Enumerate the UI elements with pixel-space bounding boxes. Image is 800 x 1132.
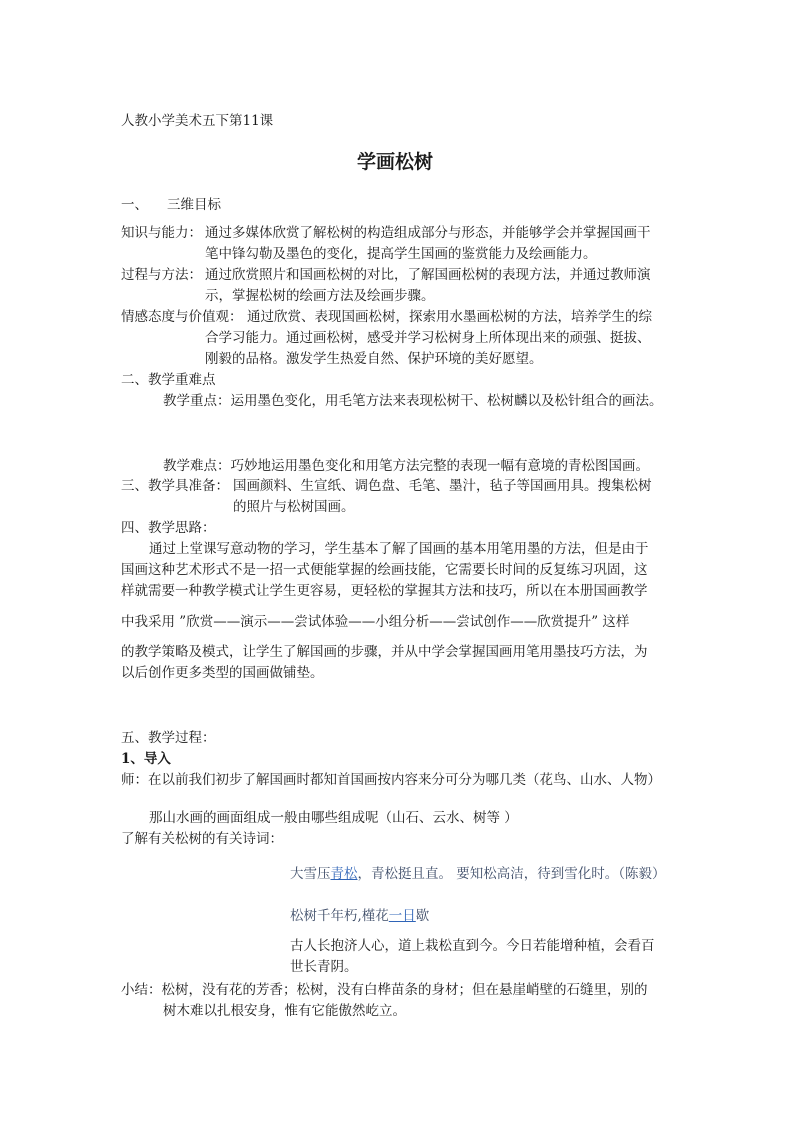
poem-line-1: 大雪压青松，青松挺且直。 要知松高洁，待到雪化时。（陈毅） bbox=[290, 866, 666, 882]
knowledge-skill-label: 知识与能力： bbox=[121, 225, 202, 241]
section-3-label: 三、教学具准备： bbox=[121, 478, 229, 494]
materials-text-1: 国画颜料、生宣纸、调色盘、毛笔、墨汁，毡子等国画用具。搜集松树 bbox=[233, 478, 652, 494]
course-header: 人教小学美术五下第11课 bbox=[121, 113, 274, 129]
section-5-heading: 五、教学过程： bbox=[121, 730, 216, 746]
process-method-text-2: 示，掌握松树的绘画方法及绘画步骤。 bbox=[205, 288, 435, 304]
attitude-value-text-1: 通过欣赏、表现国画松树，探索用水墨画松树的方法，培养学生的综 bbox=[247, 309, 652, 325]
process-method-text-1: 通过欣赏照片和国画松树的对比，了解国画松树的表现方法，并通过教师演 bbox=[205, 267, 651, 283]
poem-link-qingsong[interactable]: 青松 bbox=[330, 866, 358, 882]
knowledge-skill-text-2: 笔中锋勾勒及墨色的变化，提高学生国画的鉴赏能力及绘画能力。 bbox=[205, 246, 597, 262]
section-1-number: 一、 bbox=[121, 197, 148, 213]
poem-link-yiri[interactable]: 一日 bbox=[388, 908, 416, 924]
poem-line-3-cont: 世长青阴。 bbox=[290, 959, 358, 975]
teaching-idea-line-2: 国画这种艺术形式不是一招一式便能掌握的绘画技能，它需要长时间的反复练习巩固，这 bbox=[121, 562, 648, 578]
teacher-question: 师：在以前我们初步了解国画时都知首国画按内容来分可分为哪几类（花鸟、山水、人物） bbox=[121, 772, 661, 788]
teaching-idea-line-1: 通过上堂课写意动物的学习，学生基本了解了国画的基本用笔用墨的方法，但是由于 bbox=[149, 541, 649, 557]
summary-line-2: 树木难以扎根安身，惟有它能傲然屹立。 bbox=[163, 1003, 406, 1019]
section-4-heading: 四、教学思路： bbox=[121, 520, 216, 536]
attitude-value-text-2: 合学习能力。通过画松树，感受并学习松树身上所体现出来的顽强、挺拔、 bbox=[205, 330, 651, 346]
teaching-idea-line-6: 以后创作更多类型的国画做铺垫。 bbox=[121, 665, 324, 681]
materials-text-2: 的照片与松树国画。 bbox=[233, 499, 355, 515]
summary-line-1: 小结：松树，没有花的芳香；松树，没有白桦苗条的身材；但在悬崖峭壁的石缝里，别的 bbox=[121, 982, 648, 998]
attitude-value-text-3: 刚毅的品格。激发学生热爱自然、保护环境的美好愿望。 bbox=[205, 351, 543, 367]
teaching-idea-line-4: 中我采用 ”欣赏——演示——尝试体验——小组分析——尝试创作——欣赏提升” 这样 bbox=[121, 614, 630, 630]
intro-subheading: 1、导入 bbox=[121, 751, 171, 767]
poem-line-2: 松树千年朽,槿花一日歇 bbox=[290, 908, 430, 924]
poem-line-3: 古人长抱济人心，道上栽松直到今。今日若能增种植，会看百 bbox=[290, 938, 655, 954]
page-title: 学画松树 bbox=[357, 151, 434, 173]
poems-intro: 了解有关松树的有关诗词： bbox=[121, 831, 283, 847]
teaching-idea-line-3: 样就需要一种教学模式让学生更容易，更轻松的掌握其方法和技巧，所以在本册国画教学 bbox=[121, 583, 648, 599]
teaching-idea-line-5: 的教学策略及模式，让学生了解国画的步骤，并从中学会掌握国画用笔用墨技巧方法，为 bbox=[121, 644, 648, 660]
landscape-question: 那山水画的画面组成一般由哪些组成呢（山石、云水、树等 ） bbox=[149, 810, 518, 826]
section-2-heading: 二、教学重难点 bbox=[121, 372, 216, 388]
process-method-label: 过程与方法： bbox=[121, 267, 202, 283]
knowledge-skill-text-1: 通过多媒体欣赏了解松树的构造组成部分与形态，并能够学会并掌握国画干 bbox=[205, 225, 651, 241]
section-1-heading: 三维目标 bbox=[167, 197, 221, 213]
teaching-difficulty: 教学难点：巧妙地运用墨色变化和用笔方法完整的表现一幅有意境的青松图国画。 bbox=[163, 458, 649, 474]
teaching-key-point: 教学重点：运用墨色变化，用毛笔方法来表现松树干、松树麟以及松针组合的画法。 bbox=[163, 393, 663, 409]
attitude-value-label: 情感态度与价值观： bbox=[121, 309, 243, 325]
